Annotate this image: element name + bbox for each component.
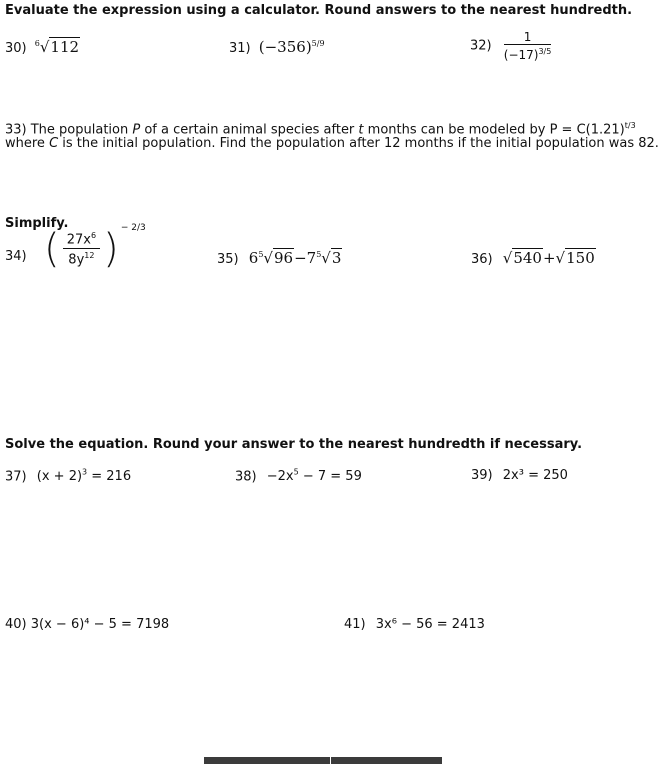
problem-30-number: 30) bbox=[5, 41, 27, 56]
numerator-text: 27x bbox=[66, 232, 91, 248]
problem-38-number: 38) bbox=[235, 469, 257, 485]
problem-32 bbox=[470, 30, 551, 62]
rhs: − 7 = 59 bbox=[298, 469, 362, 485]
variable-c: C bbox=[49, 136, 59, 151]
denominator-text: 8y bbox=[68, 251, 85, 267]
problem-34-fraction bbox=[63, 231, 100, 267]
radicand-a: 96 bbox=[273, 249, 294, 267]
outer-exponent: − 2/3 bbox=[120, 222, 146, 233]
plus-sign: + bbox=[542, 249, 556, 267]
problem-37-expression bbox=[37, 469, 131, 484]
numerator: 1 bbox=[504, 30, 552, 45]
formula: P = C(1.21) bbox=[549, 122, 625, 138]
radical-sign: √ bbox=[555, 249, 566, 267]
section-heading-simplify: Simplify. bbox=[5, 216, 69, 231]
radical-index-a: 5 bbox=[258, 250, 264, 259]
problem-41 bbox=[344, 617, 485, 632]
exponent: 3 bbox=[82, 468, 88, 477]
formula-exponent: t/3 bbox=[624, 121, 636, 130]
problem-39-number: 39) bbox=[471, 468, 493, 483]
problem-39 bbox=[471, 468, 568, 483]
problem-36-expression bbox=[503, 249, 596, 267]
text: of a certain animal species after bbox=[140, 122, 359, 138]
base: (−356) bbox=[258, 38, 312, 56]
text: months can be modeled by bbox=[363, 122, 550, 138]
problem-36-number: 36) bbox=[471, 252, 493, 267]
variable-t: t bbox=[358, 122, 364, 138]
left-paren: ( bbox=[44, 226, 60, 272]
problem-40: 40) 3(x − 6)⁴ − 5 = 7198 bbox=[5, 617, 170, 632]
denominator-exponent: 3/5 bbox=[538, 47, 552, 56]
problem-31 bbox=[229, 38, 325, 56]
problem-39-expression: 2x³ = 250 bbox=[502, 468, 568, 483]
problem-33-line-2 bbox=[5, 136, 659, 151]
problem-35-expression bbox=[249, 249, 343, 267]
radicand: 112 bbox=[50, 38, 80, 56]
section-heading-solve: Solve the equation. Round your answer to the nearest hundredth if necessary. bbox=[5, 437, 583, 452]
problem-38 bbox=[235, 468, 362, 484]
radicand-a: 540 bbox=[513, 249, 542, 267]
text: where bbox=[5, 136, 50, 151]
problem-34-number: 34) bbox=[5, 249, 27, 264]
problem-33-line-1 bbox=[5, 121, 636, 137]
rhs: = 216 bbox=[87, 469, 132, 485]
radicand-b: 3 bbox=[331, 249, 342, 267]
numerator-exponent: 6 bbox=[90, 231, 97, 241]
radical-index-b: 5 bbox=[316, 250, 322, 259]
denominator-base: (−17) bbox=[503, 48, 539, 62]
denominator bbox=[504, 45, 552, 62]
problem-35-number: 35) bbox=[217, 252, 239, 267]
problem-37-number: 37) bbox=[5, 469, 27, 485]
coefficient-a: 6 bbox=[248, 249, 259, 267]
exponent: 5 bbox=[293, 468, 299, 477]
problem-38-expression bbox=[267, 469, 362, 484]
problem-32-number: 32) bbox=[470, 38, 492, 54]
denominator-exponent: 12 bbox=[84, 250, 95, 260]
problem-30 bbox=[5, 38, 80, 56]
radical-sign: √ bbox=[263, 249, 273, 267]
problem-32-fraction bbox=[504, 30, 552, 62]
problem-35 bbox=[217, 249, 342, 267]
lhs: −2x bbox=[266, 469, 294, 485]
problem-36 bbox=[471, 249, 596, 267]
problem-37 bbox=[5, 468, 131, 484]
bottom-toolbar-left[interactable] bbox=[204, 757, 330, 764]
denominator bbox=[63, 249, 100, 267]
section-heading-evaluate: Evaluate the expression using a calculator. Round answers to the nearest hundredth. bbox=[5, 3, 633, 18]
radical-sign: √ bbox=[321, 249, 331, 267]
problem-41-expression: 3x⁶ − 56 = 2413 bbox=[375, 617, 485, 632]
problem-31-expression bbox=[259, 38, 325, 56]
bottom-toolbar-right[interactable] bbox=[331, 757, 442, 764]
numerator bbox=[63, 231, 100, 248]
text: is the initial population. Find the population after 12 months if the initial population was 82. bbox=[58, 136, 659, 151]
text: 33) The population bbox=[5, 122, 133, 138]
problem-41-number: 41) bbox=[344, 617, 366, 632]
problem-34-expression bbox=[44, 222, 146, 272]
coefficient-b: −7 bbox=[294, 249, 317, 267]
variable-p: P bbox=[132, 122, 141, 138]
problem-31-number: 31) bbox=[229, 41, 251, 56]
exponent: 5/9 bbox=[311, 39, 325, 48]
problem-30-expression bbox=[35, 38, 80, 56]
radical-index: 6 bbox=[34, 39, 40, 48]
radicand-b: 150 bbox=[566, 249, 595, 267]
radical-sign: √ bbox=[39, 38, 50, 56]
right-paren: ) bbox=[103, 226, 119, 272]
radical-sign: √ bbox=[502, 249, 513, 267]
lhs: (x + 2) bbox=[36, 469, 83, 485]
